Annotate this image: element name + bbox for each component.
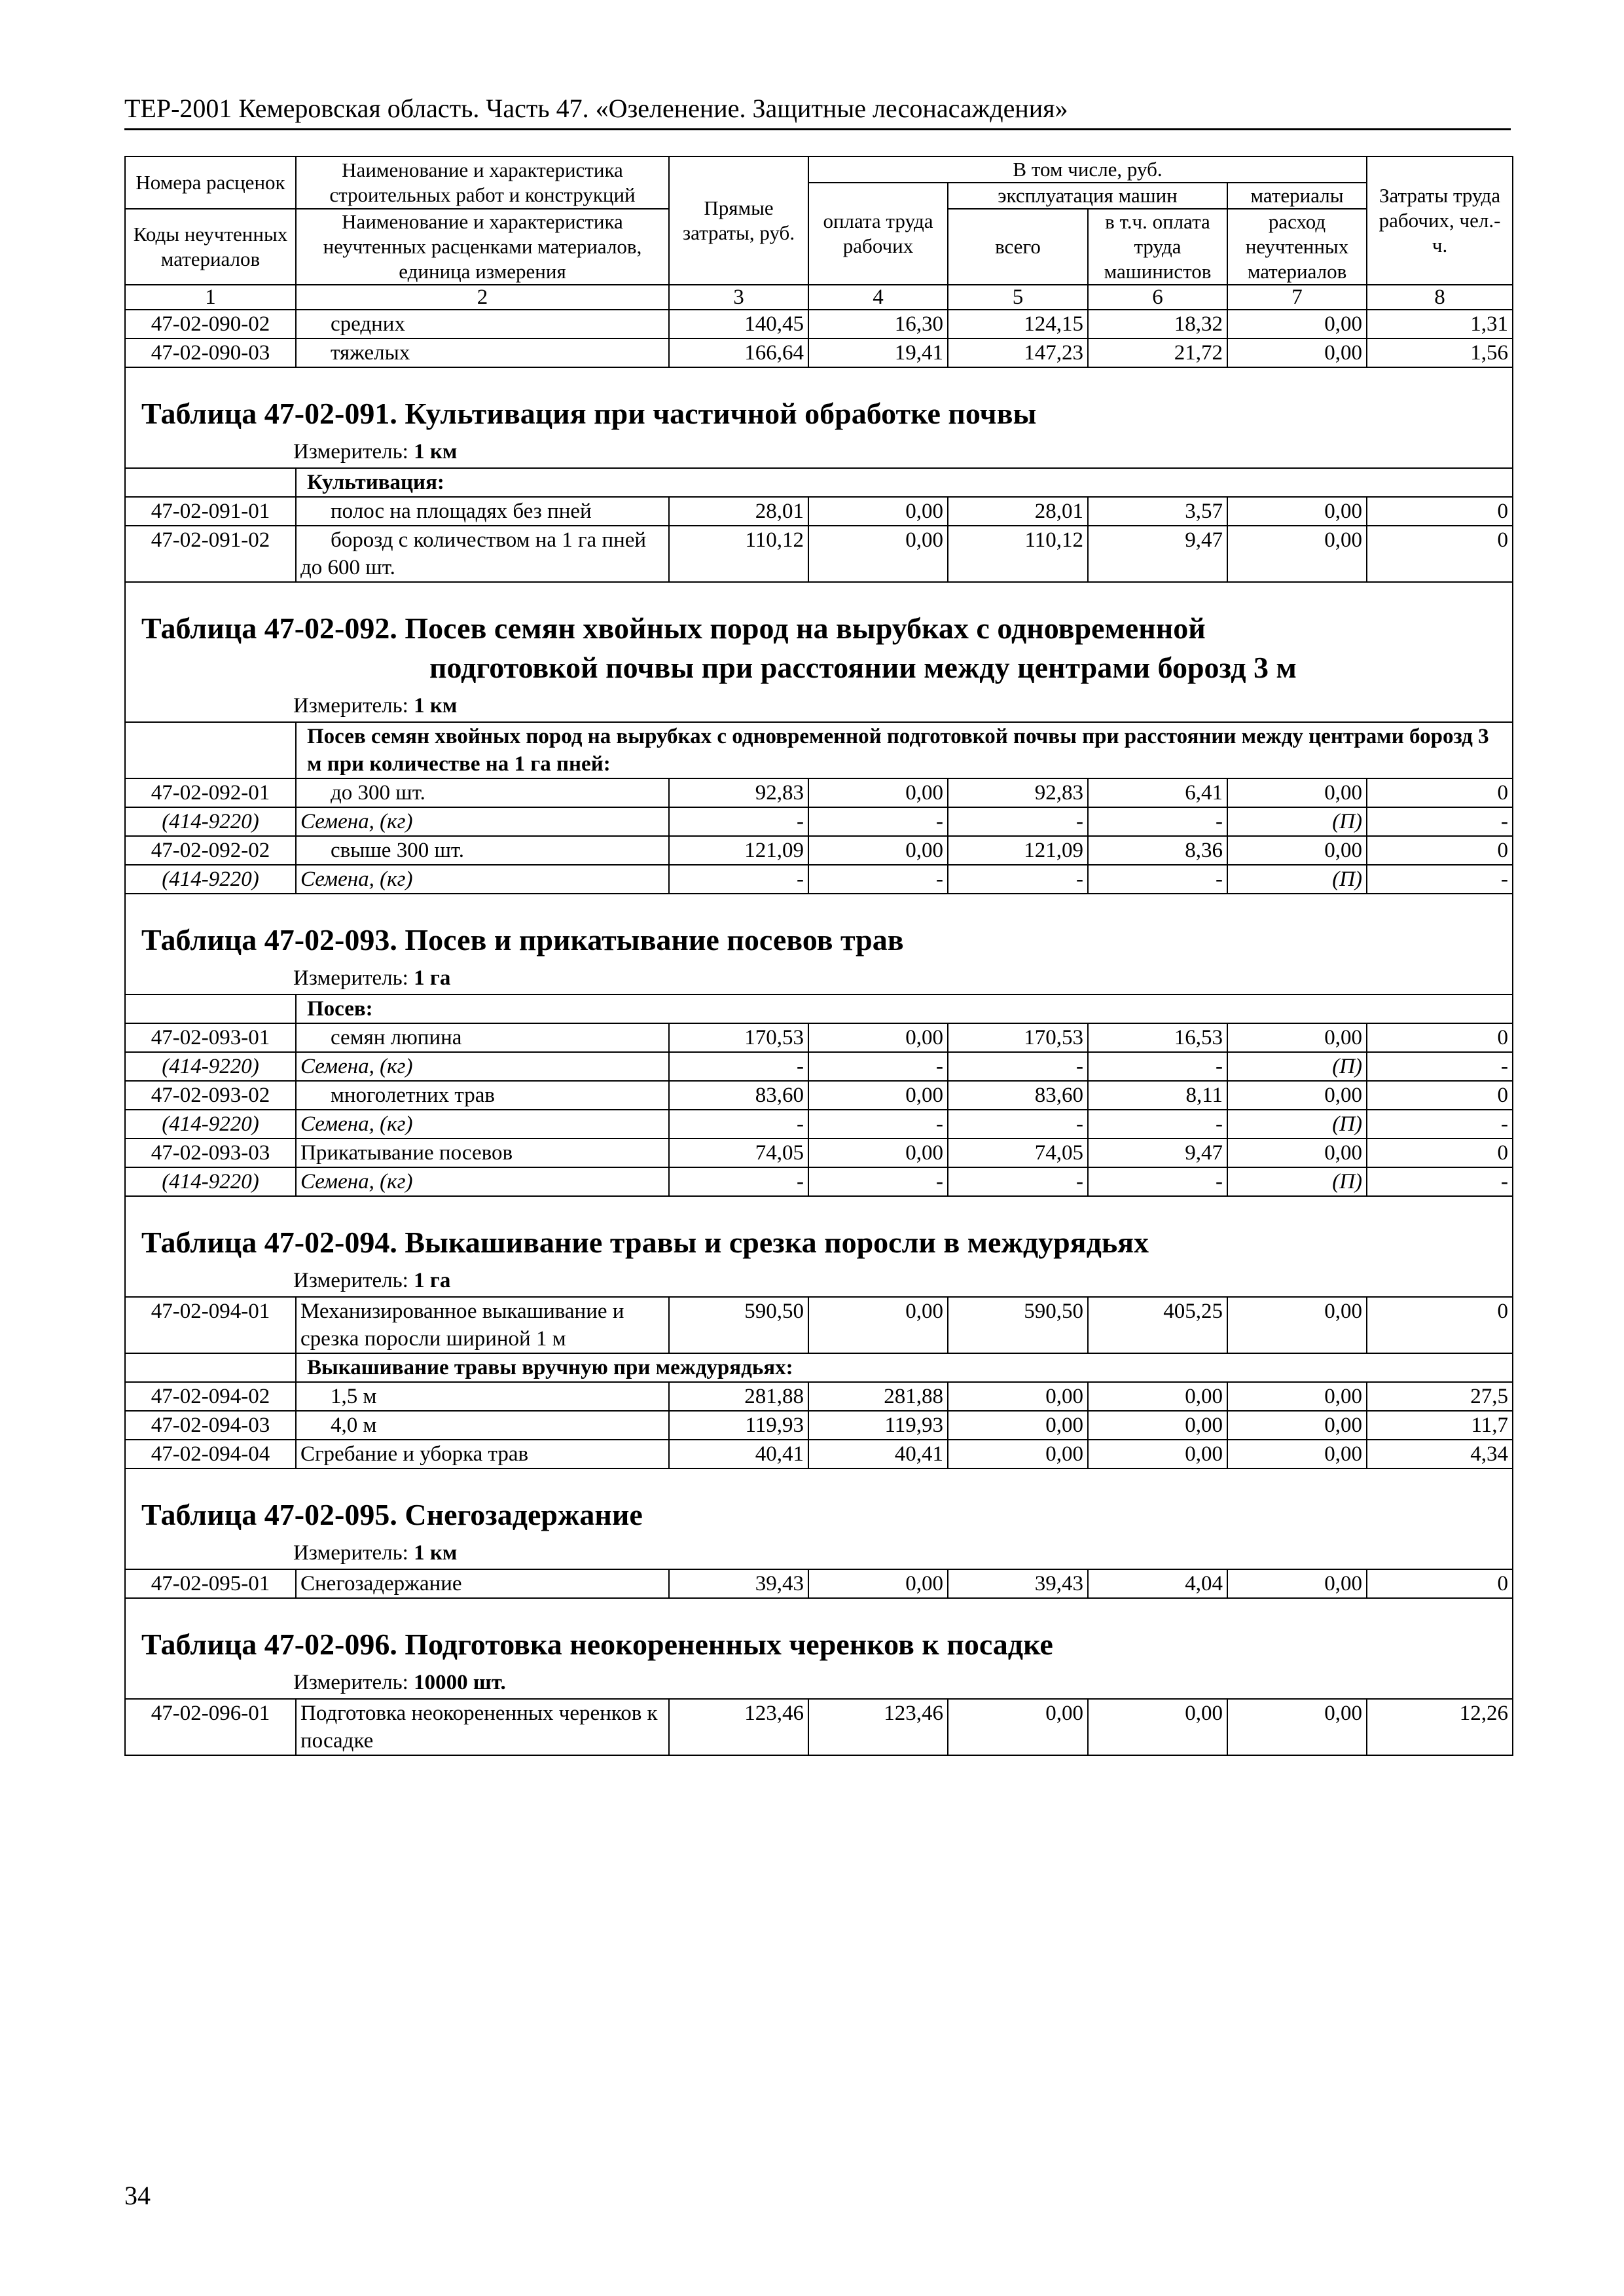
material-cell: - (1088, 1052, 1227, 1081)
header-rule (124, 128, 1511, 130)
table-title: Таблица 47-02-094. Выкашивание травы и срезка поросли в междурядьях (141, 1226, 1149, 1259)
measure-unit: Измеритель: 1 га (293, 966, 451, 990)
material-cell: - (1088, 1110, 1227, 1139)
table-title-row (125, 1196, 1513, 1297)
rate-name: многолетних трав (296, 1081, 669, 1110)
material-cell: - (669, 1052, 808, 1081)
operator-pay-value: 4,04 (1088, 1569, 1227, 1598)
rate-name: свыше 300 шт. (296, 836, 669, 865)
direct-costs-value: 110,12 (669, 526, 808, 582)
material-cell: - (1367, 807, 1513, 836)
operator-pay-value: 18,32 (1088, 310, 1227, 338)
labor-costs-value: 11,7 (1367, 1411, 1513, 1440)
header-row-1 (125, 156, 1513, 183)
col-header-labor-costs: Затраты труда рабочих, чел.-ч. (1367, 156, 1513, 285)
material-usage-mark: (П) (1227, 865, 1367, 894)
col-header-rate-number: Номера расценок (125, 156, 296, 209)
material-usage-value: 0,00 (1227, 338, 1367, 367)
machines-total-value: 121,09 (948, 836, 1088, 865)
material-cell: - (948, 865, 1088, 894)
rate-name: Механизированное выкашивание и срезка поросли шириной 1 м (296, 1297, 669, 1353)
worker-pay-value: 123,46 (808, 1699, 948, 1755)
col-header-machines: эксплуатация машин (948, 183, 1227, 209)
rate-code: 47-02-090-02 (125, 310, 296, 338)
material-cell: - (1367, 1052, 1513, 1081)
material-code: (414-9220) (125, 865, 296, 894)
machines-total-value: 74,05 (948, 1139, 1088, 1167)
material-name: Семена, (кг) (296, 1167, 669, 1196)
table-row (125, 338, 1513, 367)
rate-name: Сгребание и уборка трав (296, 1440, 669, 1468)
operator-pay-value: 0,00 (1088, 1440, 1227, 1468)
measure-unit: Измеритель: 10000 шт. (293, 1671, 506, 1694)
machines-total-value: 147,23 (948, 338, 1088, 367)
material-usage-value: 0,00 (1227, 1382, 1367, 1411)
rate-name: семян люпина (296, 1023, 669, 1052)
worker-pay-value: 0,00 (808, 497, 948, 526)
machines-total-value: 0,00 (948, 1382, 1088, 1411)
section-heading: Культивация: (296, 468, 1513, 497)
rate-code: 47-02-094-02 (125, 1382, 296, 1411)
material-cell: - (669, 1110, 808, 1139)
material-cell: - (1367, 865, 1513, 894)
material-cell: - (948, 1110, 1088, 1139)
material-cell: - (669, 865, 808, 894)
operator-pay-value: 21,72 (1088, 338, 1227, 367)
rate-code: 47-02-095-01 (125, 1569, 296, 1598)
machines-total-value: 170,53 (948, 1023, 1088, 1052)
material-code: (414-9220) (125, 1110, 296, 1139)
material-usage-value: 0,00 (1227, 836, 1367, 865)
table-row (125, 1569, 1513, 1598)
material-usage-value: 0,00 (1227, 526, 1367, 582)
direct-costs-value: 123,46 (669, 1699, 808, 1755)
measure-unit: Измеритель: 1 га (293, 1269, 451, 1292)
direct-costs-value: 281,88 (669, 1382, 808, 1411)
material-row (125, 1052, 1513, 1081)
table-row (125, 778, 1513, 807)
worker-pay-value: 0,00 (808, 1081, 948, 1110)
rate-code: 47-02-090-03 (125, 338, 296, 367)
rate-code: 47-02-093-03 (125, 1139, 296, 1167)
operator-pay-value: 0,00 (1088, 1699, 1227, 1755)
rate-name: Подготовка неокорененных черенков к посадке (296, 1699, 669, 1755)
direct-costs-value: 74,05 (669, 1139, 808, 1167)
table-title-row (125, 367, 1513, 468)
section-heading: Выкашивание травы вручную при междурядьях: (296, 1353, 1513, 1382)
material-row (125, 807, 1513, 836)
table-row (125, 1411, 1513, 1440)
material-usage-value: 0,00 (1227, 1081, 1367, 1110)
measure-unit: Измеритель: 1 км (293, 1541, 458, 1565)
operator-pay-value: 3,57 (1088, 497, 1227, 526)
running-header: ТЕР-2001 Кемеровская область. Часть 47. «Озеленение. Защитные лесонасаждения» (124, 94, 1068, 123)
worker-pay-value: 0,00 (808, 1569, 948, 1598)
material-usage-value: 0,00 (1227, 1440, 1367, 1468)
material-cell: - (808, 807, 948, 836)
col-header-worker-pay: оплата труда рабочих (808, 183, 948, 285)
labor-costs-value: 0 (1367, 1139, 1513, 1167)
material-cell: - (948, 807, 1088, 836)
table-row (125, 497, 1513, 526)
material-row (125, 1167, 1513, 1196)
col-number: 1 (125, 285, 296, 310)
material-row (125, 865, 1513, 894)
material-cell: - (948, 1052, 1088, 1081)
section-row (125, 722, 1513, 778)
material-name: Семена, (кг) (296, 807, 669, 836)
material-code: (414-9220) (125, 1167, 296, 1196)
rate-code: 47-02-093-02 (125, 1081, 296, 1110)
col-header-machines-total: всего (948, 209, 1088, 285)
direct-costs-value: 40,41 (669, 1440, 808, 1468)
material-cell: - (1088, 865, 1227, 894)
operator-pay-value: 6,41 (1088, 778, 1227, 807)
table-title-row (125, 1468, 1513, 1569)
material-usage-value: 0,00 (1227, 1139, 1367, 1167)
material-usage-mark: (П) (1227, 1167, 1367, 1196)
direct-costs-value: 28,01 (669, 497, 808, 526)
machines-total-value: 0,00 (948, 1440, 1088, 1468)
material-name: Семена, (кг) (296, 865, 669, 894)
table-row (125, 1023, 1513, 1052)
table-title: Таблица 47-02-096. Подготовка неокорененных черенков к посадке (141, 1628, 1053, 1661)
labor-costs-value: 0 (1367, 526, 1513, 582)
operator-pay-value: 8,11 (1088, 1081, 1227, 1110)
material-usage-mark: (П) (1227, 807, 1367, 836)
table-title-row (125, 894, 1513, 994)
material-cell: - (1367, 1167, 1513, 1196)
table-row (125, 310, 1513, 338)
worker-pay-value: 0,00 (808, 526, 948, 582)
table-row (125, 1297, 1513, 1353)
material-cell: - (808, 1110, 948, 1139)
worker-pay-value: 16,30 (808, 310, 948, 338)
direct-costs-value: 92,83 (669, 778, 808, 807)
rate-code: 47-02-096-01 (125, 1699, 296, 1755)
table-title: Таблица 47-02-095. Снегозадержание (141, 1498, 643, 1531)
machines-total-value: 39,43 (948, 1569, 1088, 1598)
rate-name: 1,5 м (296, 1382, 669, 1411)
measure-unit: Измеритель: 1 км (293, 694, 458, 718)
section-heading: Посев семян хвойных пород на вырубках с одновременной подготовкой почвы при расстоянии между центрами борозд 3 м при количестве на 1 га пней: (296, 722, 1513, 778)
material-usage-value: 0,00 (1227, 1699, 1367, 1755)
direct-costs-value: 590,50 (669, 1297, 808, 1353)
col-header-material-names: Наименование и характеристика неучтенных расценками материалов, единица измерения (296, 209, 669, 285)
col-number: 5 (948, 285, 1088, 310)
direct-costs-value: 170,53 (669, 1023, 808, 1052)
operator-pay-value: 9,47 (1088, 526, 1227, 582)
direct-costs-value: 121,09 (669, 836, 808, 865)
rate-code: 47-02-094-01 (125, 1297, 296, 1353)
col-header-including: В том числе, руб. (808, 156, 1367, 183)
operator-pay-value: 405,25 (1088, 1297, 1227, 1353)
table-row (125, 1081, 1513, 1110)
col-header-work-name: Наименование и характеристика строительных работ и конструкций (296, 156, 669, 209)
labor-costs-value: 27,5 (1367, 1382, 1513, 1411)
machines-total-value: 0,00 (948, 1411, 1088, 1440)
material-usage-mark: (П) (1227, 1052, 1367, 1081)
labor-costs-value: 0 (1367, 497, 1513, 526)
section-row (125, 994, 1513, 1023)
table-title: Таблица 47-02-091. Культивация при частичной обработке почвы (141, 397, 1037, 430)
table-title: Таблица 47-02-093. Посев и прикатывание посевов трав (141, 923, 904, 957)
measure-unit: Измеритель: 1 км (293, 440, 458, 464)
table-row (125, 526, 1513, 582)
rate-code: 47-02-092-01 (125, 778, 296, 807)
material-usage-value: 0,00 (1227, 778, 1367, 807)
col-header-operator-pay: в т.ч. оплата труда машинистов (1088, 209, 1227, 285)
table-row (125, 1139, 1513, 1167)
material-cell: - (948, 1167, 1088, 1196)
operator-pay-value: 0,00 (1088, 1411, 1227, 1440)
table-title: Таблица 47-02-092. Посев семян хвойных пород на вырубках с одновременной (141, 611, 1206, 645)
machines-total-value: 28,01 (948, 497, 1088, 526)
worker-pay-value: 0,00 (808, 1297, 948, 1353)
operator-pay-value: 0,00 (1088, 1382, 1227, 1411)
table-row (125, 1440, 1513, 1468)
worker-pay-value: 40,41 (808, 1440, 948, 1468)
machines-total-value: 0,00 (948, 1699, 1088, 1755)
material-cell: - (1088, 1167, 1227, 1196)
material-cell: - (808, 1167, 948, 1196)
rate-name: Прикатывание посевов (296, 1139, 669, 1167)
col-number: 7 (1227, 285, 1367, 310)
table-row (125, 1382, 1513, 1411)
labor-costs-value: 1,31 (1367, 310, 1513, 338)
material-usage-value: 0,00 (1227, 1023, 1367, 1052)
rate-name: до 300 шт. (296, 778, 669, 807)
material-cell: - (808, 865, 948, 894)
rate-code: 47-02-094-03 (125, 1411, 296, 1440)
rate-name: средних (296, 310, 669, 338)
col-header-direct-costs: Прямые затраты, руб. (669, 156, 808, 285)
col-number: 2 (296, 285, 669, 310)
worker-pay-value: 0,00 (808, 1023, 948, 1052)
col-number: 3 (669, 285, 808, 310)
page-number: 34 (124, 2181, 151, 2210)
rate-code: 47-02-093-01 (125, 1023, 296, 1052)
rate-name: полос на площадях без пней (296, 497, 669, 526)
rate-code: 47-02-092-02 (125, 836, 296, 865)
material-usage-value: 0,00 (1227, 1569, 1367, 1598)
labor-costs-value: 0 (1367, 1569, 1513, 1598)
machines-total-value: 83,60 (948, 1081, 1088, 1110)
material-cell: - (669, 1167, 808, 1196)
section-heading: Посев: (296, 994, 1513, 1023)
material-cell: - (669, 807, 808, 836)
rate-code: 47-02-094-04 (125, 1440, 296, 1468)
col-number: 6 (1088, 285, 1227, 310)
labor-costs-value: 0 (1367, 1081, 1513, 1110)
material-name: Семена, (кг) (296, 1110, 669, 1139)
rate-name: Снегозадержание (296, 1569, 669, 1598)
machines-total-value: 124,15 (948, 310, 1088, 338)
operator-pay-value: 8,36 (1088, 836, 1227, 865)
direct-costs-value: 166,64 (669, 338, 808, 367)
direct-costs-value: 83,60 (669, 1081, 808, 1110)
rate-name: тяжелых (296, 338, 669, 367)
direct-costs-value: 119,93 (669, 1411, 808, 1440)
material-usage-value: 0,00 (1227, 310, 1367, 338)
material-code: (414-9220) (125, 807, 296, 836)
worker-pay-value: 0,00 (808, 1139, 948, 1167)
material-cell: - (1367, 1110, 1513, 1139)
direct-costs-value: 140,45 (669, 310, 808, 338)
rate-code: 47-02-091-01 (125, 497, 296, 526)
material-usage-value: 0,00 (1227, 497, 1367, 526)
column-numbers-row (125, 285, 1513, 310)
worker-pay-value: 119,93 (808, 1411, 948, 1440)
table-row (125, 836, 1513, 865)
rate-name: борозд с количеством на 1 га пней до 600 шт. (296, 526, 669, 582)
operator-pay-value: 16,53 (1088, 1023, 1227, 1052)
col-header-material-usage: расход неучтенных материалов (1227, 209, 1367, 285)
rate-name: 4,0 м (296, 1411, 669, 1440)
col-header-material-codes: Коды неучтенных материалов (125, 209, 296, 285)
material-usage-value: 0,00 (1227, 1411, 1367, 1440)
labor-costs-value: 0 (1367, 1297, 1513, 1353)
table-title-row (125, 1598, 1513, 1699)
col-number: 8 (1367, 285, 1513, 310)
worker-pay-value: 0,00 (808, 836, 948, 865)
direct-costs-value: 39,43 (669, 1569, 808, 1598)
machines-total-value: 590,50 (948, 1297, 1088, 1353)
machines-total-value: 110,12 (948, 526, 1088, 582)
operator-pay-value: 9,47 (1088, 1139, 1227, 1167)
rate-code: 47-02-091-02 (125, 526, 296, 582)
labor-costs-value: 1,56 (1367, 338, 1513, 367)
labor-costs-value: 12,26 (1367, 1699, 1513, 1755)
labor-costs-value: 0 (1367, 836, 1513, 865)
material-cell: - (808, 1052, 948, 1081)
material-row (125, 1110, 1513, 1139)
material-code: (414-9220) (125, 1052, 296, 1081)
material-usage-mark: (П) (1227, 1110, 1367, 1139)
table-title-continued: подготовкой почвы при расстоянии между центрами борозд 3 м (429, 651, 1297, 684)
labor-costs-value: 0 (1367, 778, 1513, 807)
worker-pay-value: 19,41 (808, 338, 948, 367)
col-number: 4 (808, 285, 948, 310)
section-row (125, 1353, 1513, 1382)
section-row (125, 468, 1513, 497)
col-header-materials: материалы (1227, 183, 1367, 209)
labor-costs-value: 4,34 (1367, 1440, 1513, 1468)
table-row (125, 1699, 1513, 1755)
worker-pay-value: 281,88 (808, 1382, 948, 1411)
material-usage-value: 0,00 (1227, 1297, 1367, 1353)
worker-pay-value: 0,00 (808, 778, 948, 807)
price-table (124, 156, 1513, 1756)
material-name: Семена, (кг) (296, 1052, 669, 1081)
machines-total-value: 92,83 (948, 778, 1088, 807)
table-title-row (125, 582, 1513, 722)
labor-costs-value: 0 (1367, 1023, 1513, 1052)
material-cell: - (1088, 807, 1227, 836)
